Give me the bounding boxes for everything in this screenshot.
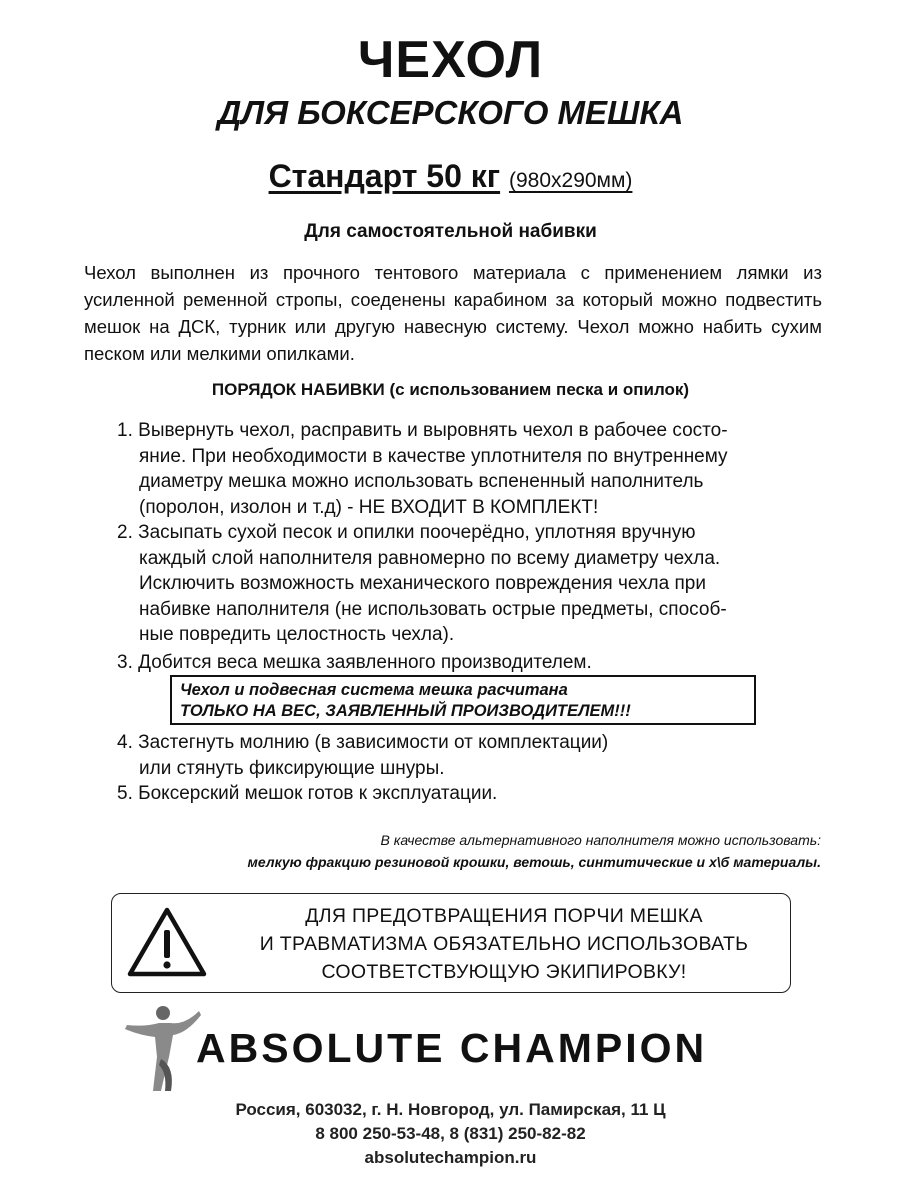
safety-line: ДЛЯ ПРЕДОТВРАЩЕНИЯ ПОРЧИ МЕШКА (305, 905, 703, 927)
step-text: набивке наполнителя (не использовать острые предметы, способ- (139, 598, 727, 620)
step-text: или стянуть фиксирующие шнуры. (139, 757, 445, 779)
weight-warning-line: Чехол и подвесная система мешка расчитана (180, 681, 568, 699)
safety-line: СООТВЕТСТВУЮЩУЮ ЭКИПИРОВКУ! (321, 961, 687, 983)
alt-filler-line: мелкую фракцию резиновой крошки, ветошь, синтитические и х\б материалы. (247, 854, 821, 870)
step-3 (117, 650, 829, 676)
company-address: Россия, 603032, г. Н. Новгород, ул. Памирская, 11 Ц (235, 1100, 666, 1119)
fill-type-heading: Для самостоятельной набивки (304, 221, 597, 242)
step-text: Боксерский мешок готов к эксплуатации. (138, 783, 498, 804)
step-2 (117, 520, 829, 648)
company-website[interactable]: absolutechampion.ru (364, 1148, 537, 1167)
step-text: диаметру мешка можно использовать вспененный наполнитель (139, 471, 704, 492)
brand-name: ABSOLUTE CHAMPION (196, 1025, 708, 1071)
athlete-figure-logo (125, 1003, 203, 1093)
model-name: Стандарт 50 кг (268, 158, 501, 194)
step-4 (117, 730, 829, 781)
page-subtitle: ДЛЯ БОКСЕРСКОГО МЕШКА (217, 94, 684, 131)
company-phones: 8 800 250-53-48, 8 (831) 250-82-82 (315, 1124, 586, 1143)
step-5 (117, 781, 829, 807)
step-number: 1. (117, 420, 133, 441)
step-text: Исключить возможность механического повреждения чехла при (139, 573, 706, 594)
order-heading: ПОРЯДОК НАБИВКИ (с использованием песка и опилок) (211, 380, 690, 399)
step-text: Вывернуть чехол, расправить и выровнять чехол в рабочее состо- (138, 420, 728, 441)
step-number: 4. (117, 732, 133, 753)
step-text: Добится веса мешка заявленного производителем. (138, 652, 592, 673)
step-text: каждый слой наполнителя равномерно по всему диаметру чехла. (139, 547, 721, 569)
step-text: ные повредить целостность чехла). (139, 624, 455, 645)
step-text: Засыпать сухой песок и опилки поочерёдно, уплотняя вручную (138, 522, 696, 543)
step-number: 3. (117, 652, 133, 673)
safety-warning-text (224, 902, 784, 986)
weight-warning-box (170, 675, 756, 725)
step-text: Застегнуть молнию (в зависимости от комплектации) (138, 732, 609, 753)
alt-filler-line: В качестве альтернативного наполнителя можно использовать: (380, 832, 821, 848)
safety-line: И ТРАВМАТИЗМА ОБЯЗАТЕЛЬНО ИСПОЛЬЗОВАТЬ (259, 933, 749, 955)
page-title: ЧЕХОЛ (357, 31, 544, 89)
weight-warning-line: ТОЛЬКО НА ВЕС, ЗАЯВЛЕННЫЙ ПРОИЗВОДИТЕЛЕМ!!! (180, 702, 631, 720)
warning-triangle-icon (126, 906, 208, 978)
model-dimensions: (980х290мм) (508, 169, 633, 192)
step-text: яние. При необходимости в качестве уплотнителя по внутреннему (139, 445, 728, 467)
step-number: 2. (117, 522, 133, 543)
company-footer (0, 1098, 901, 1170)
step-text: (поролон, изолон и т.д) - НЕ ВХОДИТ В КОМПЛЕКТ! (139, 496, 599, 518)
safety-warning-box (111, 893, 791, 993)
description-paragraph: Чехол выполнен из прочного тентового материала с применением лямки из усиленной ременной стропы, соеденены карабином за который можно подвестить мешок на ДСК, турник или другую навесную систему. Чехол можно набить сухим песком или мелкими опилками. (84, 262, 822, 364)
step-number: 5. (117, 783, 133, 804)
model-heading (0, 156, 901, 201)
step-1 (117, 418, 829, 520)
alternative-filler-note (248, 829, 821, 873)
